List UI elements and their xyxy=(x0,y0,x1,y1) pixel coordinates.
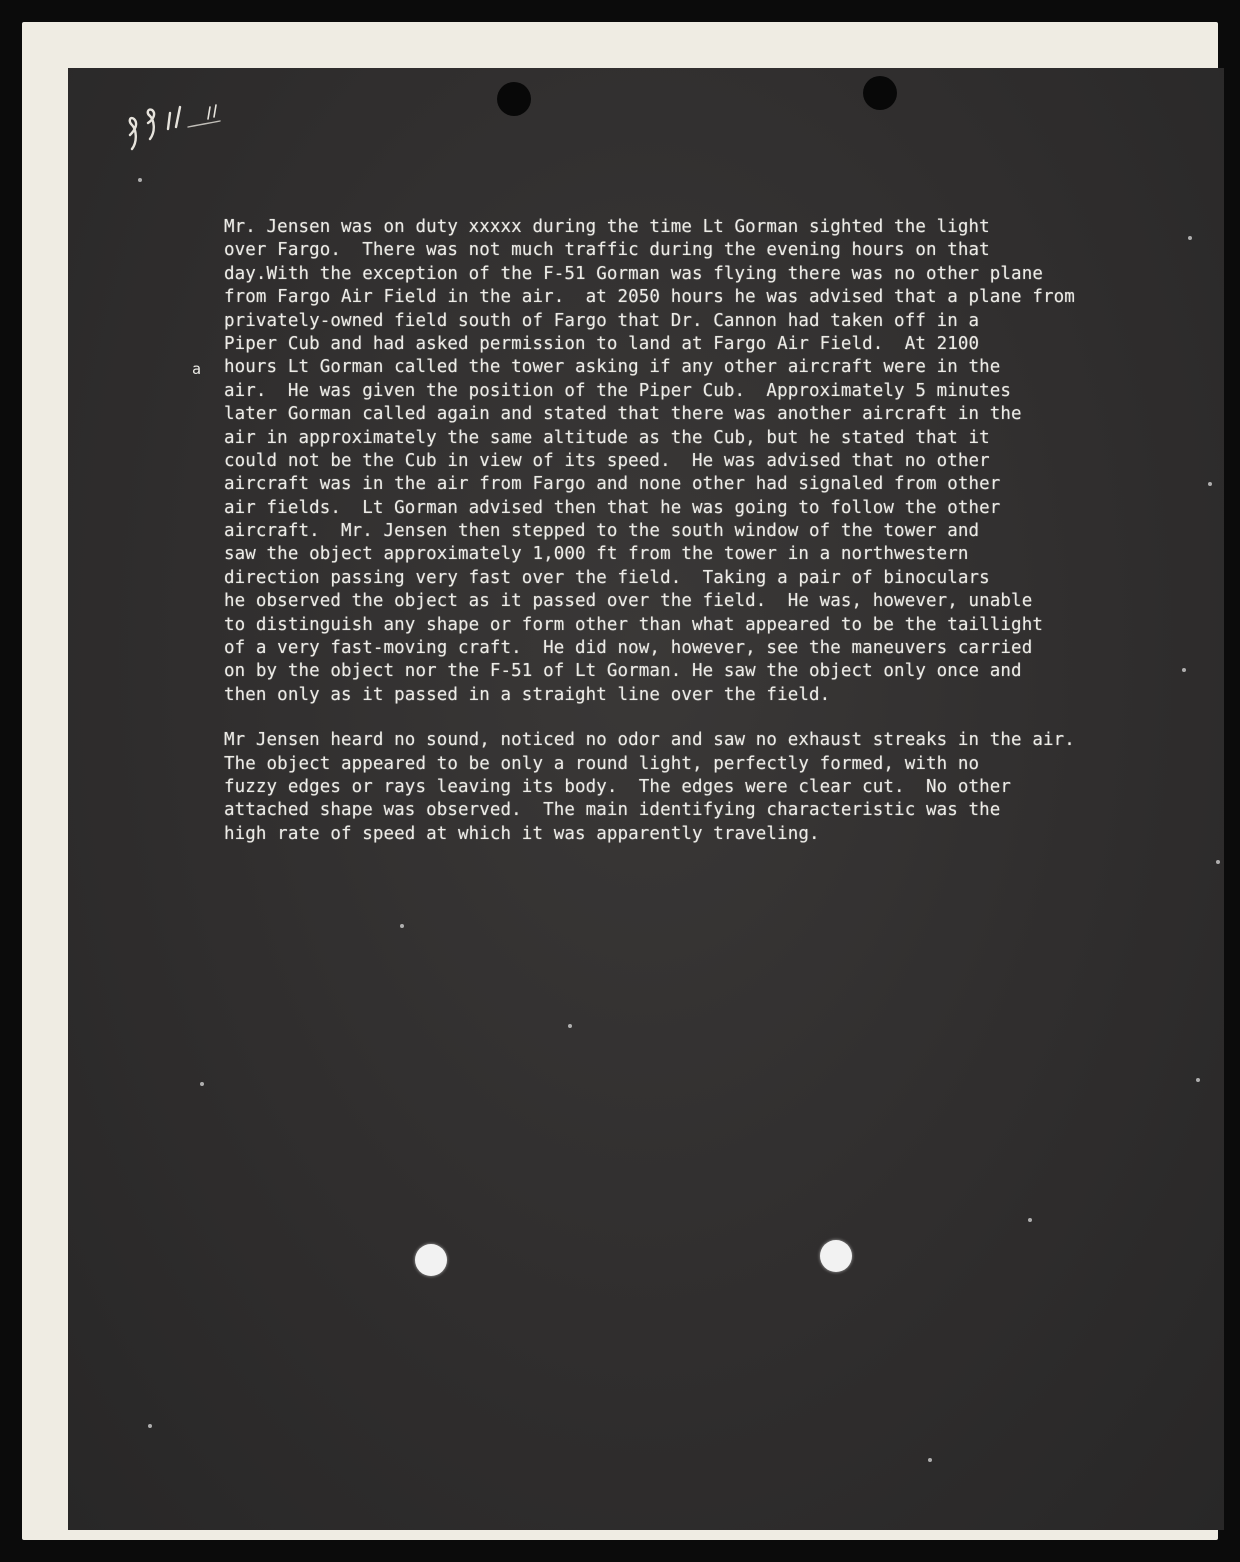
text-line: on by the object nor the F-51 of Lt Gorman. He saw the object only once and xyxy=(224,661,1022,682)
speck xyxy=(1196,1078,1200,1082)
text-line: air in approximately the same altitude as the Cub, but he stated that it xyxy=(224,427,990,448)
text-line: saw the object approximately 1,000 ft from the tower in a northwestern xyxy=(224,544,969,565)
paragraph-1 xyxy=(224,216,1214,707)
handwritten-note xyxy=(118,83,248,163)
speck xyxy=(148,1424,152,1428)
speck xyxy=(200,1082,204,1086)
text-line: The object appeared to be only a round light, perfectly formed, with no xyxy=(224,753,980,774)
text-line: hours Lt Gorman called the tower asking if any other aircraft were in the xyxy=(224,357,1001,378)
punch-hole-bottom-left xyxy=(415,1244,447,1276)
paragraph-gap xyxy=(224,707,1214,729)
text-line: attached shape was observed. The main identifying characteristic was the xyxy=(224,800,1001,821)
speck xyxy=(138,178,142,182)
text-line: over Fargo. There was not much traffic during the evening hours on that xyxy=(224,240,990,261)
margin-mark: a xyxy=(192,360,202,378)
punch-hole-bottom-right xyxy=(820,1240,852,1272)
text-line: aircraft was in the air from Fargo and none other had signaled from other xyxy=(224,474,1001,495)
text-line: from Fargo Air Field in the air. at 2050 hours he was advised that a plane from xyxy=(224,287,1075,308)
document-page xyxy=(68,68,1224,1530)
text-line: of a very fast-moving craft. He did now, however, see the maneuvers carried xyxy=(224,638,1033,659)
text-line: aircraft. Mr. Jensen then stepped to the south window of the tower and xyxy=(224,521,980,542)
text-line: direction passing very fast over the field. Taking a pair of binoculars xyxy=(224,567,990,588)
text-line: high rate of speed at which it was apparently traveling. xyxy=(224,823,820,844)
text-line: Piper Cub and had asked permission to land at Fargo Air Field. At 2100 xyxy=(224,333,980,354)
text-line: fuzzy edges or rays leaving its body. The edges were clear cut. No other xyxy=(224,776,1012,797)
speck xyxy=(400,924,404,928)
text-line: to distinguish any shape or form other than what appeared to be the taillight xyxy=(224,614,1043,635)
text-line: day.With the exception of the F-51 Gorman was flying there was no other plane xyxy=(224,263,1043,284)
paragraph-2 xyxy=(224,729,1214,846)
photostat-border xyxy=(22,22,1218,1540)
speck xyxy=(1216,860,1220,864)
text-line: privately-owned field south of Fargo that Dr. Cannon had taken off in a xyxy=(224,310,980,331)
speck xyxy=(928,1458,932,1462)
text-line: could not be the Cub in view of its speed. He was advised that no other xyxy=(224,450,990,471)
typed-text xyxy=(224,216,1214,846)
speck xyxy=(1028,1218,1032,1222)
punch-hole-top-right xyxy=(863,76,897,110)
text-line: Mr Jensen heard no sound, noticed no odor and saw no exhaust streaks in the air. xyxy=(224,730,1075,751)
text-line: he observed the object as it passed over the field. He was, however, unable xyxy=(224,591,1033,612)
speck xyxy=(568,1024,572,1028)
text-line: air fields. Lt Gorman advised then that he was going to follow the other xyxy=(224,497,1001,518)
text-line: then only as it passed in a straight line over the field. xyxy=(224,684,831,705)
text-line: Mr. Jensen was on duty xxxxx during the time Lt Gorman sighted the light xyxy=(224,217,990,237)
text-line: air. He was given the position of the Piper Cub. Approximately 5 minutes xyxy=(224,380,1012,401)
punch-hole-top-left xyxy=(497,82,531,116)
text-line: later Gorman called again and stated that there was another aircraft in the xyxy=(224,404,1022,425)
